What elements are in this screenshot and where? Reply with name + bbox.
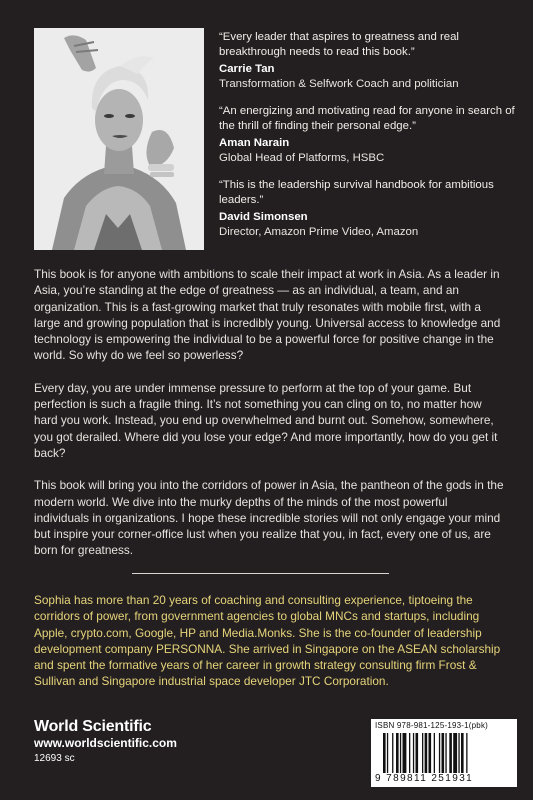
publisher-name: World Scientific xyxy=(34,718,152,735)
quote-author-role: Transformation & Selfwork Coach and politician xyxy=(219,78,459,90)
isbn-label: ISBN 978-981-125-193-1(pbk) xyxy=(375,721,489,730)
catalog-code: 12693 sc xyxy=(34,753,75,764)
publisher-block xyxy=(34,718,177,767)
isbn-digits: 9 789811 251931 xyxy=(375,773,474,784)
blurb-text xyxy=(34,266,504,575)
blurb-paragraph: This book is for anyone with ambitions to scale their impact at work in Asia. As a leader in Asia, you’re standing at the edge of greatness — as an individual, a team, and an organization. This is a fast-growing market that truly resonates with mobile first, with a large and growing population that is incredibly young. Universal access to knowledge and technology is empowering the individual to be a powerful force for positive change in the world. So why do we feel so powerless? xyxy=(34,267,501,363)
author-bio: Sophia has more than 20 years of coaching and consulting experience, tiptoeing the corridors of power, from government agencies to global MNCs and startups, including Apple, crypto.com, Google, HP and Media.Monks. She is the co-founder of leadership development company PERSONNA. She arrived in Singapore on the ASEAN scholarship and spent the formative years of her career in growth strategy consulting firm Frost & Sullivan and Singapore industrial space developer JTC Corporation. xyxy=(34,593,501,689)
quote-text: “This is the leadership survival handbook for ambitious leaders.” xyxy=(219,179,494,206)
author-portrait-image xyxy=(34,28,204,250)
barcode-icon xyxy=(383,733,505,773)
section-divider xyxy=(132,573,389,574)
blurb-paragraph: Every day, you are under immense pressure to perform at the top of your game. But perfection is such a fragile thing. It’s not something you can cling on to, no matter how hard you work. Instead, you end up overwhelmed and burnt out. Somehow, somewhere, you got derailed. Where did you lose your edge? And more importantly, how do you get it back? xyxy=(34,380,498,460)
quote-author: Aman Narain xyxy=(219,137,290,149)
blurb-paragraph: This book will bring you into the corridors of power in Asia, the pantheon of the gods in the modern world. We dive into the murky depths of the minds of the most powerful individuals in organizations. I hope these incredible stories will not only engage your mind but inspire your corner-office lust when you realize that you, in fact, every one of us, are born for greatness. xyxy=(34,478,504,558)
quote-block xyxy=(219,30,519,92)
quote-block xyxy=(219,178,519,240)
quote-author: Carrie Tan xyxy=(219,63,275,75)
quote-author-role: Global Head of Platforms, HSBC xyxy=(219,152,385,164)
isbn-barcode xyxy=(371,719,517,787)
quote-author: David Simonsen xyxy=(219,211,308,223)
endorsement-quotes xyxy=(219,30,519,252)
author-photo xyxy=(34,28,204,250)
publisher-url: www.worldscientific.com xyxy=(34,736,177,750)
quote-text: “Every leader that aspires to greatness and real breakthrough needs to read this book.” xyxy=(219,31,459,58)
quote-text: “An energizing and motivating read for anyone in search of the thrill of finding their personal edge.” xyxy=(219,105,515,132)
quote-block xyxy=(219,104,519,166)
quote-author-role: Director, Amazon Prime Video, Amazon xyxy=(219,226,419,238)
